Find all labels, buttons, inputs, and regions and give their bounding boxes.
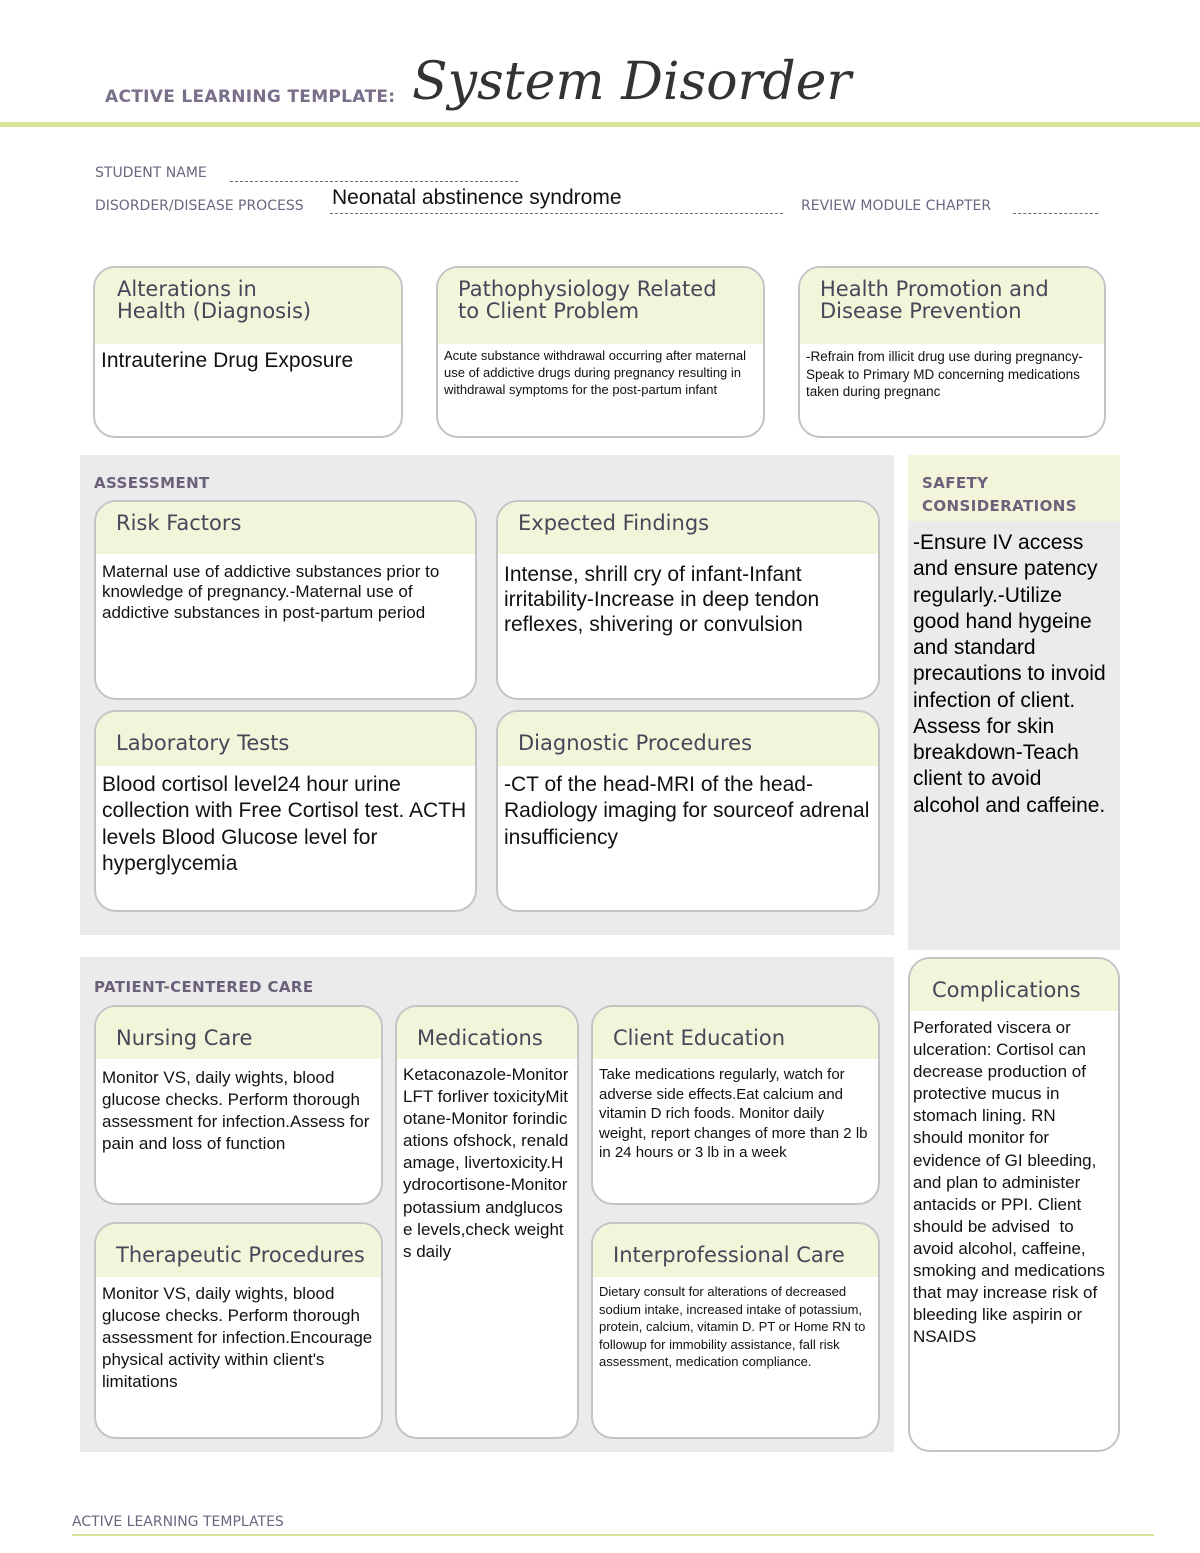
health-promotion-body: -Refrain from illicit drug use during pregnancy-Speak to Primary MD concerning medications taken during pregnanc [806, 349, 1084, 400]
diagnostic-procedures-body: -CT of the head-MRI of the head-Radiology imaging for sourceof adrenal insufficiency [504, 773, 876, 849]
medications-title: Medications [397, 1007, 577, 1059]
medications-body: Ketaconazole-Monitor LFT forliver toxicityMitotane-Monitor forindications ofshock, renaldamage, livertoxicity.Hydrocortisone-Monitorpotassium andglucose levels,check weights daily [403, 1065, 574, 1261]
expected-findings-title: Expected Findings [498, 502, 878, 554]
pathophysiology-body: Acute substance withdrawal occurring after maternal use of addictive drugs during pregnancy resulting in withdrawal symptoms for the post-partum infant [444, 348, 750, 397]
alterations-title: Alterations in Health (Diagnosis) [95, 268, 401, 344]
student-name-field[interactable] [230, 181, 518, 182]
template-label: ACTIVE LEARNING TEMPLATE: [105, 87, 396, 107]
pathophysiology-box [436, 266, 765, 438]
alterations-body: Intrauterine Drug Exposure [101, 349, 354, 372]
client-education-body: Take medications regularly, watch for adverse side effects.Eat calcium and vitamin D rich foods. Monitor daily weight, report changes of more than 2 lb in 24 hours or 3 lb in a week [599, 1066, 872, 1161]
complications-body: Perforated viscera or ulceration: Cortisol can decrease production of protective mucus in stomach lining. RN should monitor for evidence of GI bleeding, and plan to administer antacids or PPI. Client should be advised to avoid alcohol, caffeine, smoking and medications that may increase risk of bleeding like aspirin or NSAIDS [913, 1018, 1110, 1347]
safety-body: -Ensure IV access and ensure patency regularly.-Utilize good hand hygeine and standard precautions to invoid infection of client. Assess for skin breakdown-Teach client to avoid alcohol and caffeine. [913, 531, 1106, 817]
complications-title: Complications [910, 959, 1118, 1011]
nursing-care-box [94, 1005, 383, 1205]
nursing-care-title: Nursing Care [96, 1007, 381, 1059]
interprofessional-care-body: Dietary consult for alterations of decreased sodium intake, increased intake of potassium, protein, calcium, vitamin D. PT or Home RN to followup for immobility assistance, fall risk assessment, medication compliance. [599, 1284, 869, 1370]
disorder-label: DISORDER/DISEASE PROCESS [95, 198, 304, 214]
header-rule [0, 122, 1200, 127]
medications-box [395, 1005, 579, 1439]
therapeutic-procedures-box [94, 1222, 383, 1439]
pathophysiology-title: Pathophysiology Related to Client Problem [438, 268, 763, 344]
safety-label: SAFETY CONSIDERATIONS [922, 474, 1077, 516]
interprofessional-care-title: Interprofessional Care [593, 1224, 878, 1277]
expected-findings-box [496, 500, 880, 700]
template-title: System Disorder [412, 52, 852, 112]
therapeutic-procedures-title: Therapeutic Procedures [96, 1224, 381, 1277]
health-promotion-title: Health Promotion and Disease Prevention [800, 268, 1104, 344]
therapeutic-procedures-body: Monitor VS, daily wights, blood glucose checks. Perform thorough assessment for infection.Encourage physical activity within client's limitations [102, 1284, 377, 1392]
expected-findings-body: Intense, shrill cry of infant-Infant irritability-Increase in deep tendon reflexes, shivering or convulsion [504, 563, 826, 637]
diagnostic-procedures-title: Diagnostic Procedures [498, 712, 878, 766]
footer-rule [72, 1534, 1154, 1536]
disorder-field[interactable] [330, 213, 783, 214]
alterations-box [93, 266, 403, 438]
client-education-box [591, 1005, 880, 1205]
disorder-value: Neonatal abstinence syndrome [332, 186, 622, 209]
patient-care-label: PATIENT-CENTERED CARE [94, 978, 314, 996]
risk-factors-title: Risk Factors [96, 502, 475, 554]
student-name-label: STUDENT NAME [95, 165, 207, 181]
risk-factors-box [94, 500, 477, 700]
risk-factors-body: Maternal use of addictive substances prior to knowledge of pregnancy.-Maternal use of addictive substances in post-partum period [102, 562, 445, 622]
diagnostic-procedures-box [496, 710, 880, 912]
laboratory-tests-title: Laboratory Tests [96, 712, 475, 766]
health-promotion-box [798, 266, 1106, 438]
interprofessional-care-box [591, 1222, 880, 1439]
review-module-field[interactable] [1013, 213, 1098, 214]
client-education-title: Client Education [593, 1007, 878, 1059]
footer-label: ACTIVE LEARNING TEMPLATES [72, 1514, 284, 1530]
nursing-care-body: Monitor VS, daily wights, blood glucose checks. Perform thorough assessment for infection.Assess for pain and loss of function [102, 1068, 375, 1154]
laboratory-tests-box [94, 710, 477, 912]
review-module-label: REVIEW MODULE CHAPTER [801, 198, 992, 214]
laboratory-tests-body: Blood cortisol level24 hour urine collection with Free Cortisol test. ACTH levels Blood Glucose level for hyperglycemia [102, 773, 472, 875]
complications-box [908, 957, 1120, 1452]
assessment-label: ASSESSMENT [94, 474, 210, 492]
